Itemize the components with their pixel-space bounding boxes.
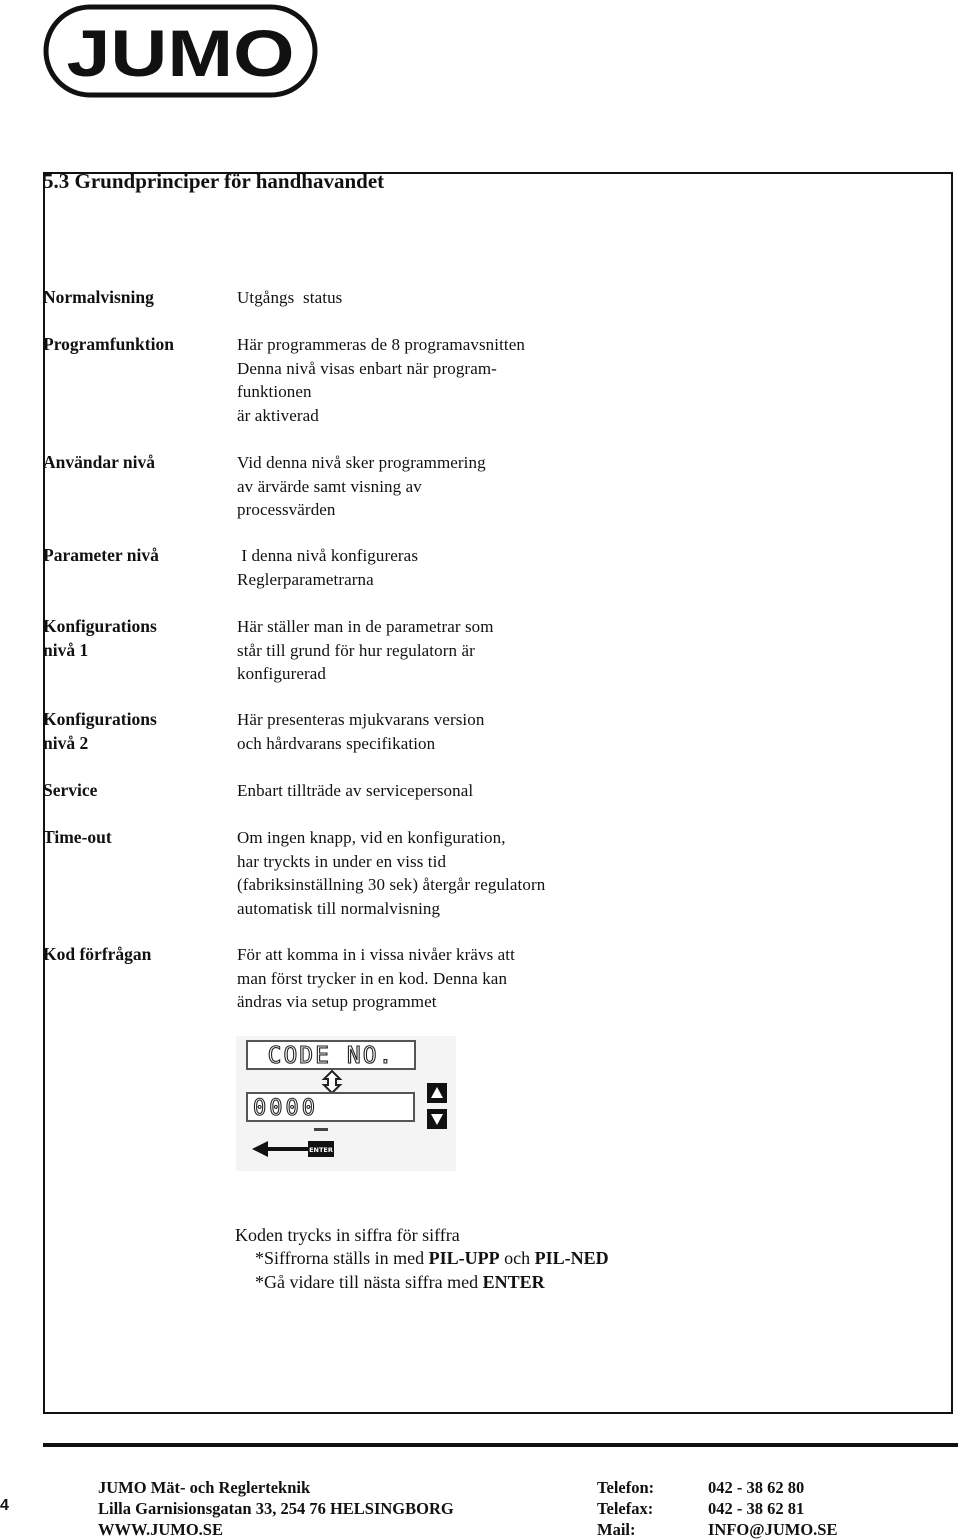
footer-phone: 042 - 38 62 80: [708, 1478, 805, 1497]
display-code-text: CODE NO.: [267, 1043, 395, 1069]
desc-time-out: Om ingen knapp, vid en konfiguration, har tryckts in under en viss tid (fabriksinställning 30 sek) återgår regulatorn automatisk till normalvisning: [237, 828, 546, 918]
page-number: 4: [0, 1497, 9, 1514]
display-value-text: 0000: [253, 1096, 318, 1121]
term-time-out: Time-out: [43, 827, 112, 847]
footer-label-mail: Mail:: [597, 1520, 636, 1539]
term-parameter-niva: Parameter nivå: [43, 545, 159, 565]
code-entry-display: [236, 1036, 456, 1171]
footer-web: WWW.JUMO.SE: [98, 1520, 223, 1539]
svg-text:ENTER: ENTER: [309, 1146, 333, 1154]
footer-mail: INFO@JUMO.SE: [708, 1520, 838, 1539]
term-programfunktion: Programfunktion: [43, 334, 174, 354]
term-service: Service: [43, 780, 98, 800]
desc-konfigurations-niva-1: Här ställer man in de parametrar som står till grund för hur regulatorn är konfigurerad: [237, 617, 494, 683]
key-pil-upp: PIL-UPP: [428, 1248, 500, 1268]
term-konfigurations-niva-2: Konfigurations nivå 2: [43, 709, 157, 753]
term-anvandar-niva: Användar nivå: [43, 452, 156, 472]
key-enter: ENTER: [482, 1272, 545, 1292]
footer-fax: 042 - 38 62 81: [708, 1499, 805, 1518]
term-kod-forfragan: Kod förfrågan: [43, 944, 152, 964]
jumo-logo: [43, 4, 318, 98]
key-pil-ned: PIL-NED: [534, 1248, 609, 1268]
footer-rule: [43, 1443, 958, 1447]
desc-konfigurations-niva-2: Här presenteras mjukvarans version och hårdvarans specifikation: [237, 710, 485, 753]
footer-company: JUMO Mät- och Reglerteknik: [98, 1478, 311, 1497]
desc-programfunktion: Här programmeras de 8 programavsnitten Denna nivå visas enbart när program- funktionen är aktiverad: [237, 335, 525, 425]
desc-parameter-niva: I denna nivå konfigureras Reglerparametrarna: [237, 546, 419, 589]
term-normalvisning: Normalvisning: [43, 287, 154, 307]
desc-anvandar-niva: Vid denna nivå sker programmering av ärvärde samt visning av processvärden: [237, 453, 486, 519]
note-line-3: *Gå vidare till nästa siffra med ENTER: [255, 1272, 545, 1292]
term-konfigurations-niva-1: Konfigurations nivå 1: [43, 616, 157, 660]
note-line-2: *Siffrorna ställs in med PIL-UPP och PIL-NED: [255, 1248, 609, 1268]
section-heading: 5.3 Grundprinciper för handhavandet: [43, 169, 385, 193]
footer-address: Lilla Garnisionsgatan 33, 254 76 HELSINGBORG: [98, 1499, 454, 1518]
desc-normalvisning: Utgångs status: [237, 288, 343, 307]
svg-text:JUMO: JUMO: [66, 16, 295, 90]
desc-kod-forfragan: För att komma in i vissa nivåer krävs att man först trycker in en kod. Denna kan ändras via setup programmet: [237, 945, 515, 1011]
footer-label-fax: Telefax:: [597, 1499, 654, 1518]
desc-service: Enbart tillträde av servicepersonal: [237, 781, 474, 800]
footer-label-phone: Telefon:: [597, 1478, 655, 1497]
note-line-1: Koden trycks in siffra för siffra: [235, 1225, 460, 1245]
